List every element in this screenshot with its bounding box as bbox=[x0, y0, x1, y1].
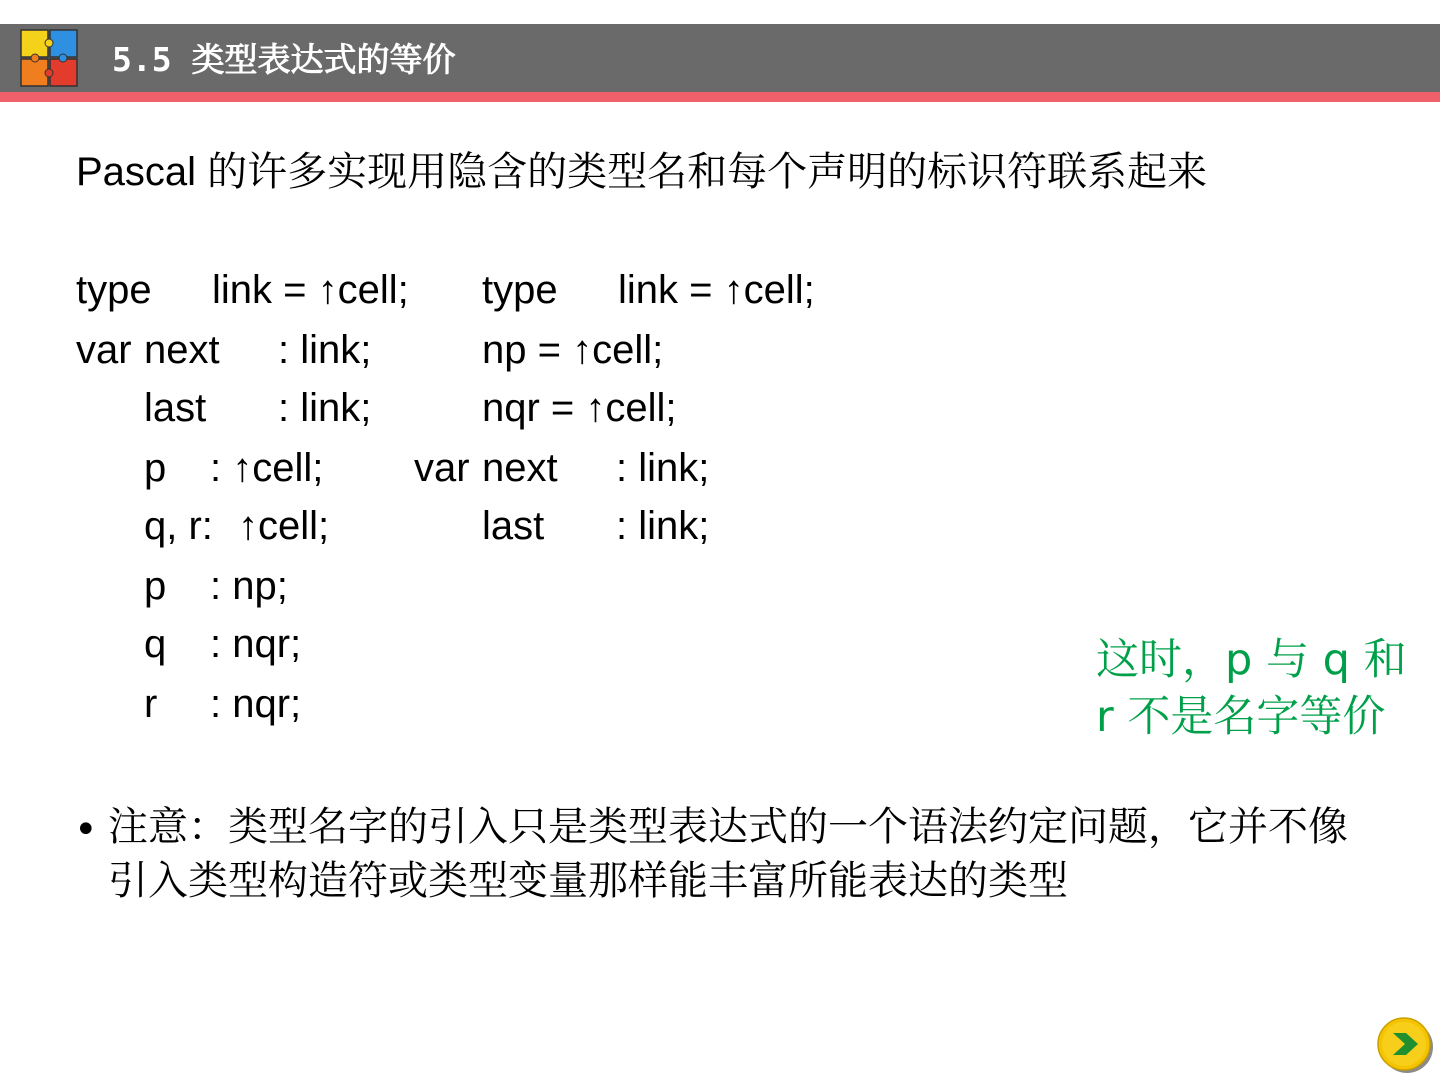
slide-title: 5.5 类型表达式的等价 bbox=[112, 40, 456, 79]
code-left-var-name: p bbox=[144, 564, 167, 608]
intro-text: Pascal 的许多实现用隐含的类型名和每个声明的标识符联系起来 bbox=[76, 150, 1208, 194]
code-right-var-name: last bbox=[482, 504, 545, 548]
code-right-var-type: : link; bbox=[616, 446, 710, 490]
code-left-var-name: q, r: bbox=[144, 504, 213, 548]
code-left-var-type: : link; bbox=[278, 328, 372, 372]
next-slide-button[interactable] bbox=[1376, 1016, 1434, 1074]
code-left-var-type: : ↑cell; bbox=[210, 446, 324, 490]
code-right-link-decl: link = ↑cell; bbox=[618, 268, 815, 312]
code-left-var-type: : link; bbox=[278, 386, 372, 430]
code-left-var-keyword: var bbox=[76, 328, 132, 372]
bullet-text: 注意：类型名字的引入只是类型表达式的一个语法约定问题，它并不像引入类型构造符或类型变量那样能丰富所能表达的类型 bbox=[108, 804, 1348, 904]
code-left-var-name: q bbox=[144, 622, 167, 666]
code-left-var-name: next bbox=[144, 328, 220, 372]
bullet-marker: • bbox=[74, 807, 98, 853]
code-left-var-name: p bbox=[144, 446, 167, 490]
code-right-var-name: next bbox=[482, 446, 558, 490]
code-right-nqr-decl: nqr = ↑cell; bbox=[482, 386, 677, 430]
code-left-var-type: : nqr; bbox=[210, 682, 302, 726]
code-left-var-type: : np; bbox=[210, 564, 288, 608]
code-left-var-type: : nqr; bbox=[210, 622, 302, 666]
code-right-var-type: : link; bbox=[616, 504, 710, 548]
green-annotation: 这时，p 与 q 和 r 不是名字等价 bbox=[1096, 635, 1407, 742]
code-left-link-decl: link = ↑cell; bbox=[212, 268, 409, 312]
code-right-np-decl: np = ↑cell; bbox=[482, 328, 664, 372]
code-left-var-name: r bbox=[144, 682, 158, 726]
title-bar-accent-line bbox=[0, 92, 1440, 102]
code-right-var-keyword: var bbox=[414, 446, 470, 490]
puzzle-logo-icon bbox=[20, 28, 78, 88]
code-right-type-keyword: type bbox=[482, 268, 558, 312]
code-left-var-type: ↑cell; bbox=[238, 504, 330, 548]
code-left-var-name: last bbox=[144, 386, 207, 430]
code-left-type-keyword: type bbox=[76, 268, 152, 312]
